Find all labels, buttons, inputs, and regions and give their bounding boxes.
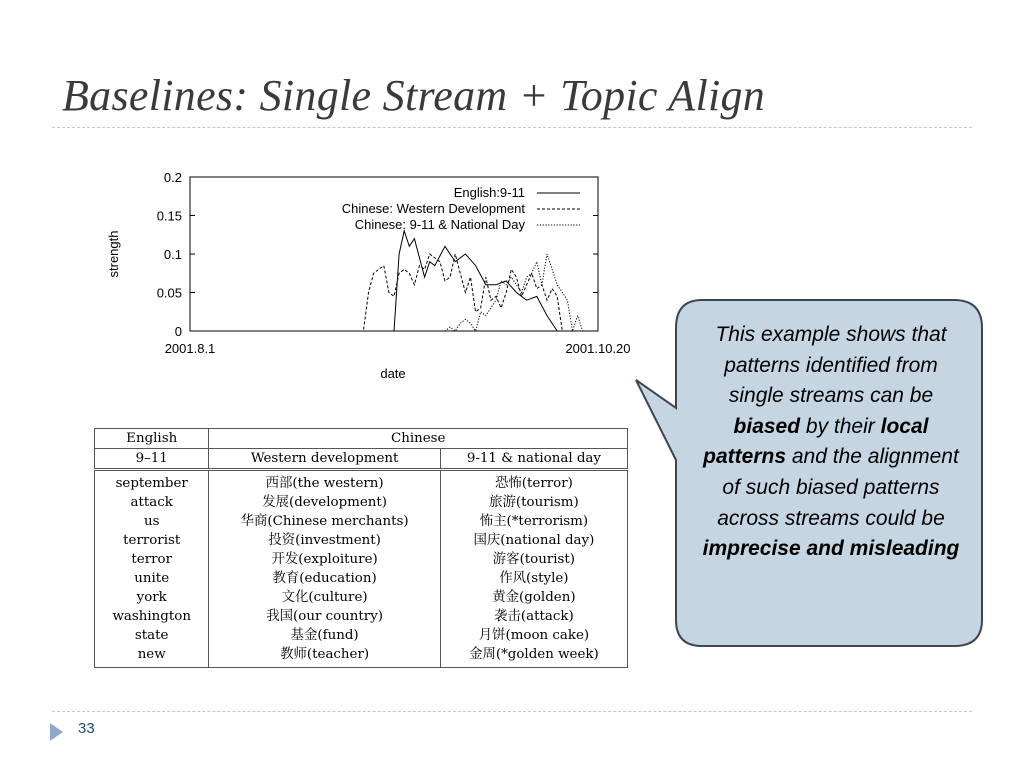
table-cell-national-day: 黄金(golden) <box>440 588 627 607</box>
table-row <box>95 607 628 626</box>
table-cell-english: us <box>95 512 209 531</box>
table-subheader-national-day: 9-11 & national day <box>440 449 627 470</box>
legend-label: English:9-11 <box>453 185 525 200</box>
table-cell-english: new <box>95 645 209 668</box>
series-line-2 <box>190 254 598 331</box>
table-row <box>95 470 628 494</box>
term-table <box>94 428 628 668</box>
table-cell-western: 西部(the western) <box>209 470 440 494</box>
table-cell-national-day: 月饼(moon cake) <box>440 626 627 645</box>
table-row <box>95 512 628 531</box>
table-row <box>95 588 628 607</box>
x-axis-label: date <box>380 366 406 381</box>
table-cell-english: terrorist <box>95 531 209 550</box>
table-cell-western: 文化(culture) <box>209 588 440 607</box>
y-tick-label: 0 <box>174 324 182 339</box>
y-tick-label: 0.1 <box>163 247 182 262</box>
table-row <box>95 531 628 550</box>
table-cell-english: september <box>95 470 209 494</box>
x-tick-label: 2001.8.1 <box>164 341 216 356</box>
table-cell-western: 基金(fund) <box>209 626 440 645</box>
table-cell-english: state <box>95 626 209 645</box>
y-tick-label: 0.2 <box>163 170 182 185</box>
callout-bubble <box>634 298 984 648</box>
table-cell-national-day: 国庆(national day) <box>440 531 627 550</box>
play-arrow-icon <box>50 723 63 741</box>
table-cell-english: unite <box>95 569 209 588</box>
table-cell-english: terror <box>95 550 209 569</box>
table-row <box>95 493 628 512</box>
table-cell-national-day: 旅游(tourism) <box>440 493 627 512</box>
y-tick-label: 0.15 <box>156 208 182 224</box>
slide-title: Baselines: Single Stream + Topic Align <box>62 71 766 120</box>
table-row <box>95 626 628 645</box>
page-number: 33 <box>78 720 95 737</box>
x-tick-label: 2001.10.20 <box>565 341 631 356</box>
legend-label: Chinese: 9-11 & National Day <box>354 217 525 232</box>
series-line-1 <box>190 231 598 331</box>
table-cell-national-day: 游客(tourist) <box>440 550 627 569</box>
table-header-english: English <box>95 429 209 449</box>
table-cell-national-day: 怖主(*terrorism) <box>440 512 627 531</box>
table-subheader-911: 9–11 <box>95 449 209 470</box>
table-cell-western: 教育(education) <box>209 569 440 588</box>
strength-chart <box>0 0 660 400</box>
table-cell-western: 发展(development) <box>209 493 440 512</box>
table-header-chinese: Chinese <box>209 429 628 449</box>
table-row <box>95 550 628 569</box>
footer-divider <box>52 711 972 712</box>
table-cell-national-day: 金周(*golden week) <box>440 645 627 668</box>
table-cell-national-day: 袭击(attack) <box>440 607 627 626</box>
series-line-3 <box>190 254 598 331</box>
legend-label: Chinese: Western Development <box>341 201 525 216</box>
table-row <box>95 569 628 588</box>
table-cell-national-day: 恐怖(terror) <box>440 470 627 494</box>
table-cell-western: 投资(investment) <box>209 531 440 550</box>
table-cell-english: attack <box>95 493 209 512</box>
table-row <box>95 645 628 668</box>
table-cell-western: 教师(teacher) <box>209 645 440 668</box>
table-cell-western: 华商(Chinese merchants) <box>209 512 440 531</box>
table-cell-western: 我国(our country) <box>209 607 440 626</box>
table-cell-english: york <box>95 588 209 607</box>
table-cell-national-day: 作风(style) <box>440 569 627 588</box>
table-cell-english: washington <box>95 607 209 626</box>
y-tick-label: 0.05 <box>156 285 182 301</box>
table-cell-western: 开发(exploiture) <box>209 550 440 569</box>
y-axis-label: strength <box>106 230 121 278</box>
table-subheader-western: Western development <box>209 449 440 470</box>
callout-text: This example shows that patterns identified from single streams can be biased by their local patterns and the alignment of such biased patterns across streams could be imprecise and misleading <box>702 323 960 561</box>
